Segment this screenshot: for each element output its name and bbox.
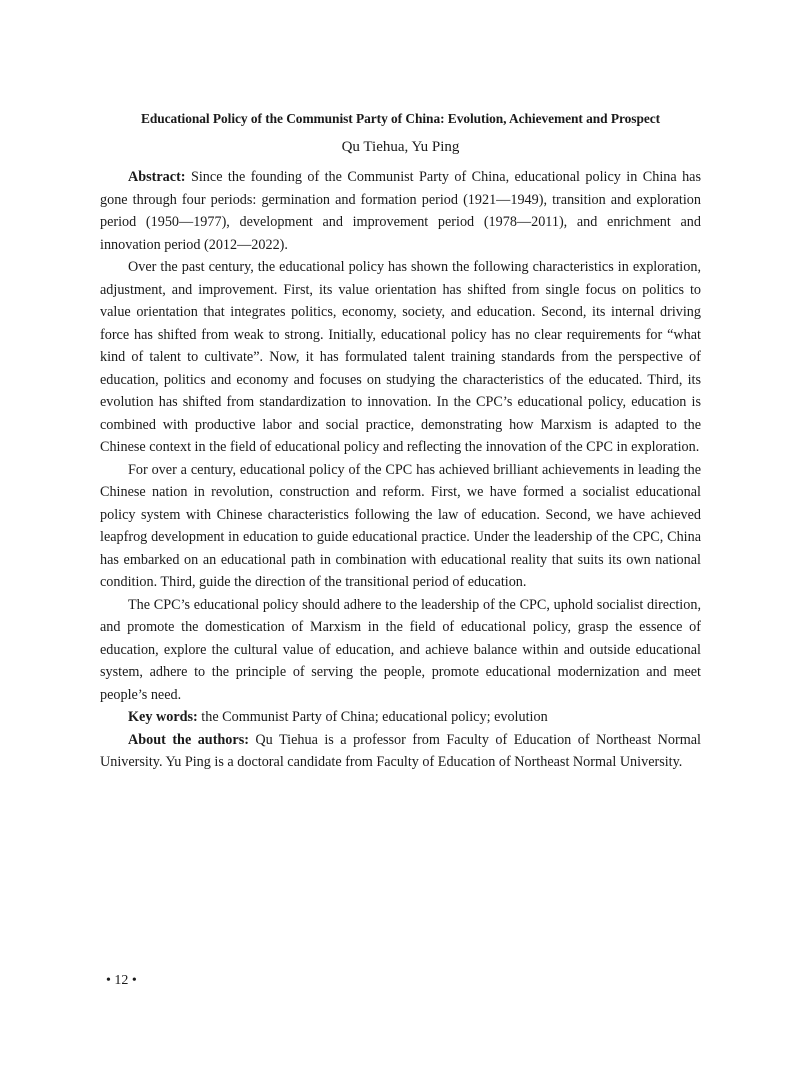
about-authors-text: Qu Tiehua is a professor from Faculty of Education of Northeast Normal University. Yu Ping is a doctoral candidate from Faculty of Education of Northeast Normal University. [100,731,701,770]
keywords-text: the Communist Party of China; educational policy; evolution [197,709,548,725]
body-paragraph: Over the past century, the educational policy has shown the following characteristics in exploration, adjustment, and improvement. First, its value orientation has shifted from single focus on politics to value orientation that integrates politics, economy, society, and education. Second, its internal driving force has shifted from weak to strong. Initially, educational policy has no clear requirements for “what kind of talent to cultivate”. Now, it has formulated talent training standards from the perspective of education, politics and economy and focuses on studying the characteristics of the educated. Third, its evolution has shifted from standardization to innovation. In the CPC’s educational policy, education is combined with productive labor and social practice, demonstrating how Marxism is adapted to the Chinese context in the field of educational policy and reflecting the innovation of the CPC in exploration. [100,259,701,455]
abstract-section [100,166,701,774]
abstract-label: Abstract: [128,169,186,185]
about-authors-label: About the authors: [128,731,249,748]
about-authors-paragraph [100,729,701,774]
keywords-label: Key words: [128,709,198,725]
paper-title: Educational Policy of the Communist Party of China: Evolution, Achievement and Prospect [140,111,661,126]
body-paragraph: For over a century, educational policy of the CPC has achieved brilliant achievements in leading the Chinese nation in revolution, construction and reform. First, we have formed a socialist educational policy system with Chinese characteristics following the law of education. Second, we have achieved leapfrog development in education to guide educational practice. Under the leadership of the CPC, China has embarked on an educational path in combination with educational reality that suits its own national condition. Third, guide the direction of the transitional period of education. [100,461,701,590]
body-paragraph: The CPC’s educational policy should adhere to the leadership of the CPC, uphold socialist direction, and promote the domestication of Marxism in the field of educational policy, grasp the essence of education, explore the cultural value of education, and achieve balance within and outside educational system, adhere to the principle of serving the people, promote educational modernization and meet people’s need. [100,596,701,703]
author-line: Qu Tiehua, Yu Ping [341,139,460,155]
keywords-paragraph [100,706,701,729]
page-number: • 12 • [106,973,137,988]
abstract-paragraph [100,166,701,256]
abstract-text: Since the founding of the Communist Party of China, educational policy in China has gone through four periods: germination and formation period (1921—1949), transition and exploration period (1950—1977), development and improvement period (1978—2011), and enrichment and innovation period (2012—2022). [100,169,701,253]
